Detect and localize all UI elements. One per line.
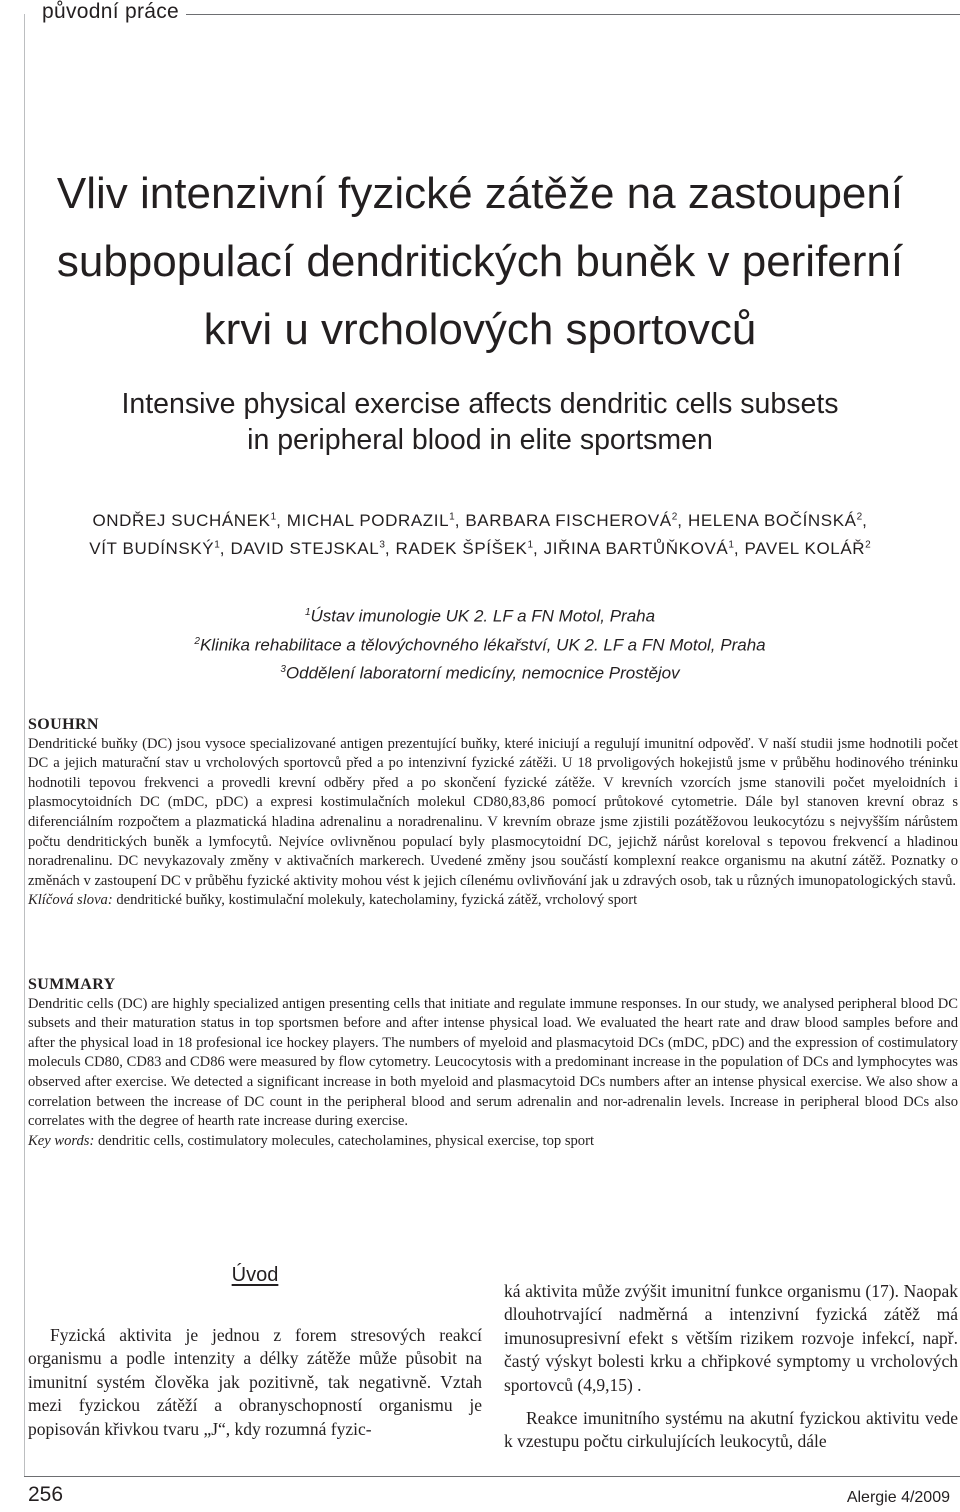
affiliation-text: Oddělení laboratorní medicíny, nemocnice Prostějov bbox=[285, 663, 680, 683]
keywords bbox=[28, 891, 958, 911]
author bbox=[92, 511, 286, 530]
abstract-english bbox=[28, 975, 958, 1151]
author bbox=[89, 539, 230, 558]
affiliation-ref: 1 bbox=[527, 539, 534, 551]
keywords-label: Klíčová slova: bbox=[28, 892, 113, 909]
section-heading-intro: Úvod bbox=[231, 1264, 279, 1286]
affiliation-text: Klinika rehabilitace a tělovýchovného lékařství, UK 2. LF a FN Motol, Praha bbox=[199, 635, 766, 655]
author-name: VÍT BUDÍNSKÝ bbox=[89, 539, 215, 559]
affiliation-ref: 2 bbox=[856, 511, 863, 522]
abstract-text: Dendritické buňky (DC) jsou vysoce specializované antigen prezentující buňky, které iniciují a regulují imunitní odpověď. V naší studii jsme hodnotili počet DC a jejich maturační stav u vrcholových sportovců před a po intenzivní fyzické zátěži. U 18 prvoligových hokejistů jsme v průběhu hodinového tréninku hodnotili tepovou frekvenci a provedli krevní odběry před a po skončení fyzické zátěže. V krevních vzorcích jsme stanovili počet myeloidních i plasmocytoidních DC (mDC, pDC) a expresi kostimulačních molekul CD80,83,86 pomocí průtokové cytometrie. Dále byl stanoven krevní obraz s diferenciálním rozpočtem a plazmatická hladina adrenalinu a noradrenalinu. V krevním obraze jsme zjistili pozátěžovou leukocytózu s nejvyšším nárůstem počtu dendritických buněk a lymfocytů. Nejvíce ovlivněnou populací byly plasmocytoidní DC, jejichž nárůst koreloval s tepovou frekvencí a hladinou noradrenalinu. DC nevykazovaly změny v aktivačních markerech. Uvedené změny jsou součástí komplexní reakce organismu na akutní zátěž. Poznatky o změnách v zastoupení DC v průběhu fyzické aktivity mohou vést k jejich cílenému ovlivňování jak u zdravých osob, tak u různých imunopatologických stavů. bbox=[28, 735, 958, 889]
separator: , bbox=[862, 510, 868, 530]
affiliation-ref: 2 bbox=[671, 511, 678, 522]
author-name: JIŘINA BARTŮŇKOVÁ bbox=[543, 539, 729, 559]
abstract-czech bbox=[28, 715, 958, 911]
abstract-heading: SUMMARY bbox=[28, 976, 116, 993]
affiliation bbox=[0, 657, 960, 686]
title-line: Intensive physical exercise affects dendritic cells subsets bbox=[121, 388, 839, 420]
separator: , bbox=[677, 510, 688, 530]
affiliation-number: 2 bbox=[194, 635, 200, 647]
title-line: Vliv intenzivní fyzické zátěže na zastoupení bbox=[56, 169, 904, 218]
author-name: HELENA BOČÍNSKÁ bbox=[687, 510, 857, 530]
article-title-english bbox=[0, 386, 960, 458]
page-number: 256 bbox=[28, 1483, 64, 1506]
abstract-heading: SOUHRN bbox=[28, 716, 99, 733]
title-line: krvi u vrcholových sportovců bbox=[203, 305, 757, 354]
separator: , bbox=[276, 510, 287, 530]
author bbox=[544, 539, 745, 558]
keywords bbox=[28, 1132, 958, 1152]
affiliation bbox=[0, 629, 960, 658]
affiliation-number: 3 bbox=[280, 664, 286, 676]
body-paragraph: Reakce imunitního systému na akutní fyzickou aktivitu vede k vzestupu počtu cirkulujících leukocytů, dále bbox=[504, 1408, 958, 1452]
author-name: MICHAL PODRAZIL bbox=[286, 510, 450, 530]
article-title-czech bbox=[0, 160, 960, 364]
abstract-text: Dendritic cells (DC) are highly specialized antigen presenting cells that initiate and regulate immune responses. In our study, we analysed peripheral blood DC subsets and their maturation status in top sportsmen before and after intense physical load. We evaluated the heart rate and draw blood samples before and after the physical load in 18 profesional ice hockey players. The numbers of myeloid and plasmacytoid DCs (mDC, pDC) and the expression of costimulatory moleculs CD80, CD83 and CD86 were measured by flow cytometry. Leucocytosis with a predominant increase in the population of DCs and lymphocytes was observed after exercise. We detected a significant increase in both myeloid and plasmacytoid DCs numbers after an intense physical exercise. We also show a correlation between the increase of DC count in the peripheral blood and serum adrenalin and nor-adrenalin levels. Increase in peripheral blood DCs also correlates with the degree of hearth rate increase during exercise. bbox=[28, 995, 958, 1130]
separator: , bbox=[219, 539, 231, 559]
affiliation-ref: 1 bbox=[728, 539, 734, 551]
affiliation bbox=[0, 600, 960, 629]
footer-rule bbox=[24, 1476, 960, 1477]
keywords-text: dendritic cells, costimulatory molecules, catecholamines, physical exercise, top sport bbox=[94, 1132, 595, 1149]
affiliation-ref: 1 bbox=[270, 511, 277, 522]
separator: , bbox=[533, 539, 544, 559]
affiliation-ref: 3 bbox=[379, 539, 385, 551]
author-list bbox=[0, 504, 960, 561]
author-name: ONDŘEJ SUCHÁNEK bbox=[92, 510, 271, 530]
author-name: BARBARA FISCHEROVÁ bbox=[465, 510, 672, 530]
separator: , bbox=[384, 539, 396, 559]
journal-reference: Alergie 4/2009 bbox=[846, 1489, 950, 1506]
section-label: původní práce bbox=[42, 0, 179, 23]
author-name: RADEK ŠPÍŠEK bbox=[395, 539, 528, 559]
affiliation-text: Ústav imunologie UK 2. LF a FN Motol, Praha bbox=[310, 606, 656, 626]
author-name: PAVEL KOLÁŘ bbox=[744, 539, 866, 559]
author bbox=[688, 511, 868, 530]
author bbox=[465, 511, 688, 530]
affiliation-number: 1 bbox=[304, 607, 311, 618]
body-paragraph: Fyzická aktivita je jednou z forem stresových reakcí organismu a podle intenzity a délky zátěže může působit na imunitní systém člověka jak pozitivně, tak negativně. Vztah mezi fyzickou zátěží a obranyschopností organismu je popisován křivkou tvaru „J“, kdy rozumná fyzic- bbox=[28, 1325, 482, 1439]
author bbox=[287, 511, 466, 530]
body-paragraph: ká aktivita může zvýšit imunitní funkce organismu (17). Naopak dlouhotrvající nadměrná a intenzivní fyzická zátěž má imunosupresivní efekt s větším rizikem rozvoje infekcí, např. častý výskyt bolesti krku a chřipkové symptomy u vrcholových sportovců (4,9,15) . bbox=[504, 1281, 958, 1395]
body-column-left bbox=[28, 1324, 482, 1441]
affiliation-ref: 1 bbox=[214, 539, 220, 551]
author bbox=[745, 539, 871, 558]
separator: , bbox=[454, 510, 466, 530]
keywords-text: dendritické buňky, kostimulační molekuly, katecholaminy, fyzická zátěž, vrcholový sport bbox=[112, 892, 638, 909]
author bbox=[230, 539, 395, 558]
title-line: subpopulací dendritických buněk v periferní bbox=[56, 237, 904, 286]
header-rule bbox=[186, 14, 960, 15]
title-line: in peripheral blood in elite sportsmen bbox=[247, 424, 713, 456]
affiliation-ref: 1 bbox=[449, 511, 455, 522]
keywords-label: Key words: bbox=[28, 1132, 95, 1149]
body-column-right bbox=[504, 1280, 958, 1454]
author bbox=[396, 539, 544, 558]
affiliation-list bbox=[0, 600, 960, 686]
author-name: DAVID STEJSKAL bbox=[230, 539, 380, 559]
separator: , bbox=[733, 539, 745, 559]
affiliation-ref: 2 bbox=[865, 539, 871, 551]
